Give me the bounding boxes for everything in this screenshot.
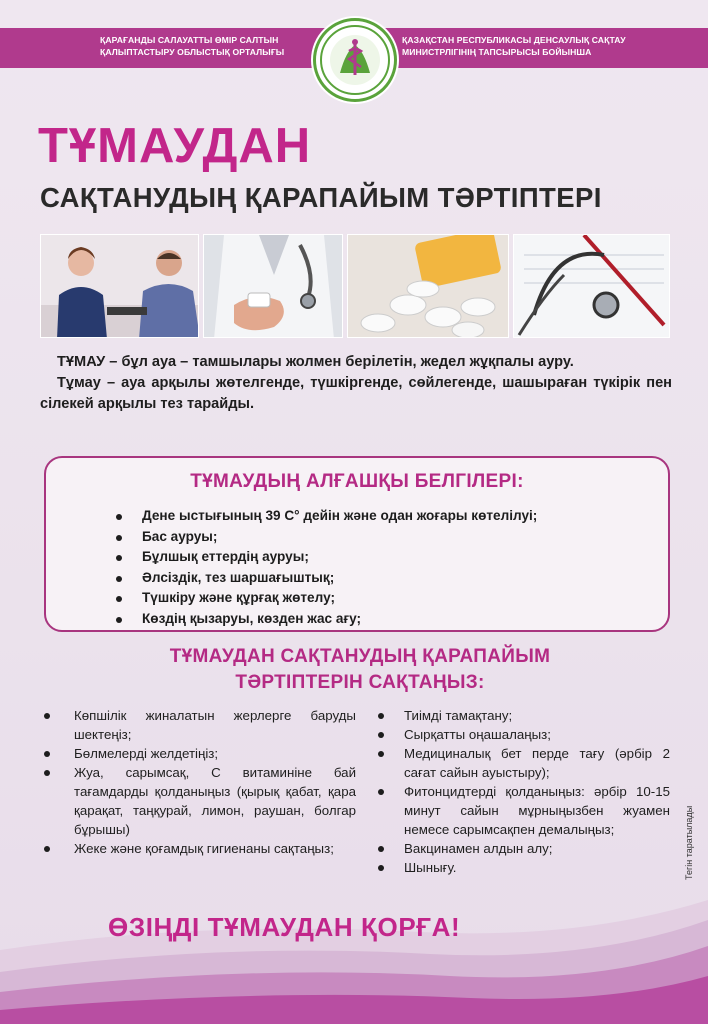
intro-text <box>40 352 672 415</box>
stethoscope-pen-photo <box>513 234 670 338</box>
rule-item: Медициналық бет перде тағу (әрбір 2 сағат сайын ауыстыру); <box>374 744 670 782</box>
rule-item: Жуа, сарымсақ, С витаминіне бай тағамдарды қолданыңыз (қырық қабат, қара қарақат, таңқурай, лимон, раушан, болгар бұрышы) <box>40 763 356 839</box>
symptom-item: Көздің қызаруы, көзден жас ағу; <box>116 609 537 630</box>
page-subtitle: САҚТАНУДЫҢ ҚАРАПАЙЫМ ТӘРТІПТЕРІ <box>40 182 602 213</box>
pills-bottle-photo <box>347 234 509 338</box>
decorative-wave <box>0 880 708 1024</box>
symptoms-list <box>116 506 537 629</box>
symptom-item: Дене ыстығының 39 С° дейін және одан жоғары көтелілуі; <box>116 506 537 527</box>
rule-item: Шынығу. <box>374 858 670 877</box>
header-right-line2: МИНИСТРЛІГІНІҢ ТАПСЫРЫСЫ БОЙЫНША <box>402 47 592 57</box>
intro-transmission: Тұмау – ауа арқылы жөтелгенде, түшкіргенде, сөйлегенде, шашыраған түкірік пен сілекей арқылы тез тарайды. <box>40 375 672 412</box>
slogan: ӨЗІҢДІ ТҰМАУДАН ҚОРҒА! <box>108 912 461 942</box>
header-right-line1: ҚАЗАҚСТАН РЕСПУБЛИКАСЫ ДЕНСАУЛЫҚ САҚТАУ <box>402 35 626 45</box>
rule-item: Бөлмелерді желдетіңіз; <box>40 744 356 763</box>
doctor-stethoscope-photo <box>203 234 343 338</box>
intro-definition: ТҰМАУ – бұл ауа – тамшылары жолмен берілетін, жедел жұқпалы ауру. <box>57 354 574 370</box>
page-title: ТҰМАУДАН <box>38 119 312 173</box>
header-left-line2: ҚАЛЫПТАСТЫРУ ОБЛЫСТЫҚ ОРТАЛЫҒЫ <box>100 47 285 57</box>
symptoms-title: ТҰМАУДЫҢ АЛҒАШҚЫ БЕЛГІЛЕРІ: <box>190 471 524 492</box>
symptom-item: Түшкіру және құрғақ жөтелу; <box>116 588 537 609</box>
nurse-patient-photo <box>40 234 199 338</box>
symptom-item: Әлсіздік, тез шаршағыштық; <box>116 568 537 589</box>
rules-list-right <box>374 706 670 877</box>
rule-item: Тиімді тамақтану; <box>374 706 670 725</box>
health-emblem-icon <box>313 18 397 102</box>
symptom-item: Бас ауруы; <box>116 527 537 548</box>
symptoms-box <box>44 456 670 632</box>
rules-title-line2: ТӘРТІПТЕРІН САҚТАҢЫЗ: <box>235 672 485 693</box>
free-distribution-note: Тегін таратылады <box>684 805 694 880</box>
rule-item: Көпшілік жиналатын жерлерге баруды шектеңіз; <box>40 706 356 744</box>
symptom-item: Бұлшық еттердің ауруы; <box>116 547 537 568</box>
rule-item: Фитонцидтерді қолданыңыз: әрбір 10-15 минут сайын мұрныңызбен жуамен немесе сарымсақпен демалыңыз; <box>374 782 670 839</box>
header-organization <box>100 34 310 58</box>
rule-item: Вакцинамен алдын алу; <box>374 839 670 858</box>
rule-item: Жеке және қоғамдық гигиенаны сақтаңыз; <box>40 839 356 858</box>
rules-title-line1: ТҰМАУДАН САҚТАНУДЫҢ ҚАРАПАЙЫМ <box>169 646 551 667</box>
rule-item: Сырқатты оңашалаңыз; <box>374 725 670 744</box>
header-ministry <box>402 34 687 58</box>
rules-list-left <box>40 706 356 858</box>
header-left-line1: ҚАРАҒАНДЫ САЛАУАТТЫ ӨМІР САЛТЫН <box>100 35 279 45</box>
rules-title <box>80 644 640 696</box>
